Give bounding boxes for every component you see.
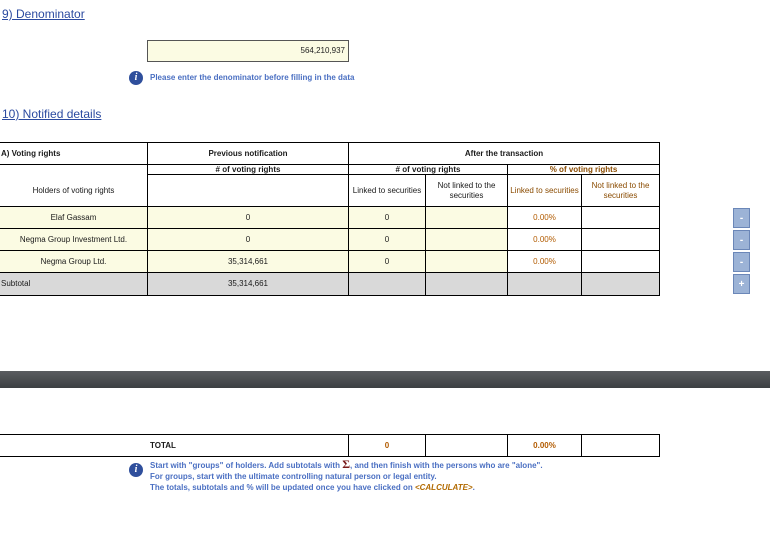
info-icon: i xyxy=(129,71,143,85)
holder-name-input[interactable]: Elaf Gassam xyxy=(0,207,147,228)
not-linked-pct-value xyxy=(582,229,659,250)
instruction-line-3 xyxy=(150,482,543,493)
total-linked-value: 0 xyxy=(384,440,390,450)
subtotal-not-linked-pct xyxy=(582,273,659,295)
linked-pct-header: Linked to securities xyxy=(510,185,579,195)
not-linked-pct-value xyxy=(582,207,659,228)
previous-voting-rights-input[interactable]: 0 xyxy=(148,207,348,228)
not-linked-voting-rights-input[interactable] xyxy=(426,251,507,272)
instructions xyxy=(150,459,543,493)
linked-securities-header: Linked to securities xyxy=(352,185,422,195)
holders-column-header: Holders of voting rights xyxy=(32,185,115,195)
subtotal-label: Subtotal xyxy=(0,273,147,295)
linked-voting-rights-input[interactable]: 0 xyxy=(349,229,425,250)
section-separator xyxy=(0,371,770,388)
sigma-icon: Σ xyxy=(342,457,351,471)
linked-pct-value: 0.00% xyxy=(533,234,556,244)
instruction-text: Start with "groups" of holders. Add subtotals with xyxy=(150,461,340,470)
subtotal-linked-value xyxy=(349,273,425,295)
total-linked-pct: 0.00% xyxy=(533,440,556,450)
subtotal-not-linked-value xyxy=(426,273,507,295)
previous-voting-rights-input[interactable]: 35,314,661 xyxy=(148,251,348,272)
instruction-line-2: For groups, start with the ultimate controlling natural person or legal entity. xyxy=(150,472,437,481)
total-not-linked-value xyxy=(426,435,507,456)
section-9-title[interactable]: 9) Denominator xyxy=(2,7,85,21)
instruction-text: . xyxy=(472,483,475,492)
pct-voting-rights-header: % of voting rights xyxy=(549,165,618,174)
instruction-line-1 xyxy=(150,459,543,471)
section-10-title[interactable]: 10) Notified details xyxy=(2,107,102,121)
linked-voting-rights-input[interactable]: 0 xyxy=(349,207,425,228)
not-linked-voting-rights-input[interactable] xyxy=(426,229,507,250)
linked-pct-value: 0.00% xyxy=(533,212,556,222)
denominator-note: Please enter the denominator before filling in the data xyxy=(150,73,355,82)
total-not-linked-pct xyxy=(582,435,659,456)
remove-row-button[interactable]: - xyxy=(733,230,750,250)
not-linked-voting-rights-input[interactable] xyxy=(426,207,507,228)
linked-voting-rights-input[interactable]: 0 xyxy=(349,251,425,272)
subtotal-linked-pct xyxy=(508,273,581,295)
holder-name-input[interactable]: Negma Group Ltd. xyxy=(0,251,147,272)
previous-notification-header: Previous notification xyxy=(208,148,288,158)
info-icon: i xyxy=(129,463,143,477)
remove-row-button[interactable]: - xyxy=(733,208,750,228)
linked-pct-value: 0.00% xyxy=(533,256,556,266)
denominator-input[interactable]: 564,210,937 xyxy=(147,40,349,62)
num-voting-rights-after-header: # of voting rights xyxy=(395,165,461,174)
previous-voting-rights-input[interactable]: 0 xyxy=(148,229,348,250)
voting-rights-header: A) Voting rights xyxy=(1,148,61,158)
not-linked-securities-header: Not linked to the securities xyxy=(437,180,496,200)
instruction-text: , and then finish with the persons who are "alone". xyxy=(350,461,543,470)
not-linked-pct-header: Not linked to the securities xyxy=(591,180,650,200)
remove-row-button[interactable]: - xyxy=(733,252,750,272)
subtotal-previous-value: 35,314,661 xyxy=(148,273,348,295)
add-row-button[interactable]: + xyxy=(733,274,750,294)
instruction-text: The totals, subtotals and % will be updated once you have clicked on xyxy=(150,483,413,492)
calculate-reference: <CALCULATE> xyxy=(414,483,473,492)
holder-name-input[interactable]: Negma Group Investment Ltd. xyxy=(0,229,147,250)
not-linked-pct-value xyxy=(582,251,659,272)
total-label: TOTAL xyxy=(150,440,176,450)
after-transaction-header: After the transaction xyxy=(464,148,544,158)
num-voting-rights-header: # of voting rights xyxy=(215,164,281,174)
